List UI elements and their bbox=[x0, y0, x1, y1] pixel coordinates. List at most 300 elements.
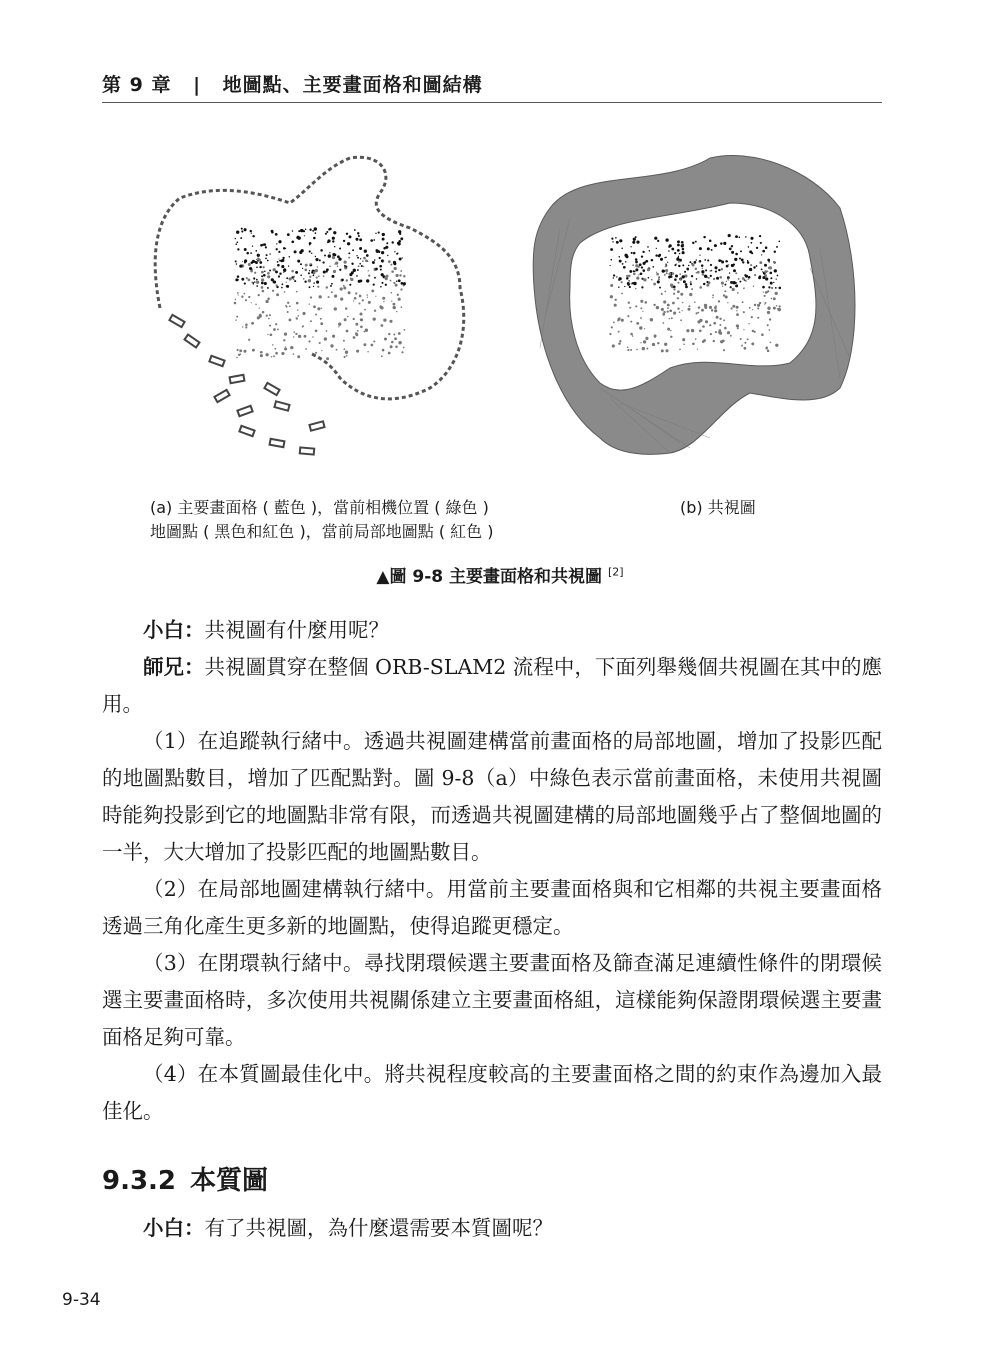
map-point bbox=[340, 297, 343, 300]
map-point bbox=[366, 279, 369, 282]
map-point bbox=[400, 270, 402, 272]
map-point bbox=[735, 272, 737, 274]
map-point bbox=[302, 326, 304, 328]
map-point bbox=[252, 349, 255, 352]
map-point bbox=[382, 233, 385, 236]
map-point bbox=[739, 281, 741, 283]
map-point bbox=[262, 290, 265, 293]
map-point bbox=[729, 248, 732, 251]
map-point bbox=[658, 255, 661, 258]
map-point bbox=[757, 317, 759, 319]
map-point bbox=[632, 335, 634, 337]
map-point bbox=[689, 261, 691, 263]
map-point bbox=[677, 290, 680, 293]
map-point bbox=[277, 261, 279, 263]
map-point bbox=[701, 264, 704, 267]
map-point bbox=[335, 261, 338, 264]
map-point bbox=[332, 237, 335, 240]
map-point bbox=[287, 302, 289, 304]
map-point bbox=[667, 310, 669, 312]
dialog-text: 共視圖有什麼用呢？ bbox=[204, 618, 389, 642]
map-point bbox=[294, 280, 296, 282]
map-point bbox=[639, 326, 642, 329]
map-point bbox=[358, 280, 361, 283]
map-point bbox=[673, 285, 676, 288]
map-point bbox=[246, 252, 249, 255]
map-point bbox=[640, 272, 643, 275]
map-point bbox=[381, 251, 384, 254]
map-point bbox=[645, 301, 648, 304]
map-point bbox=[372, 261, 375, 264]
map-point bbox=[675, 275, 678, 278]
map-point bbox=[292, 230, 294, 232]
map-point bbox=[353, 300, 354, 301]
map-point bbox=[769, 266, 772, 269]
map-point bbox=[640, 317, 642, 319]
map-point bbox=[773, 282, 774, 283]
map-point bbox=[708, 277, 710, 279]
map-point bbox=[695, 268, 697, 270]
map-point bbox=[721, 268, 723, 270]
map-point bbox=[612, 241, 613, 242]
map-point bbox=[402, 257, 403, 258]
map-point bbox=[766, 291, 768, 293]
map-point bbox=[235, 243, 237, 245]
map-point bbox=[728, 234, 731, 237]
map-point bbox=[672, 302, 675, 305]
map-point bbox=[727, 278, 728, 279]
map-point bbox=[667, 304, 670, 307]
map-point bbox=[281, 352, 284, 355]
map-point bbox=[699, 329, 702, 332]
map-point bbox=[313, 275, 315, 277]
map-point bbox=[696, 278, 698, 280]
map-point bbox=[761, 333, 764, 336]
map-point bbox=[365, 259, 368, 262]
map-point bbox=[759, 302, 761, 304]
map-point bbox=[771, 287, 773, 289]
map-point bbox=[656, 272, 657, 273]
map-point bbox=[239, 349, 242, 352]
map-point bbox=[757, 307, 759, 309]
map-point bbox=[256, 285, 258, 287]
map-point bbox=[692, 343, 695, 346]
map-point bbox=[352, 249, 354, 251]
map-point bbox=[287, 311, 289, 313]
map-point bbox=[689, 293, 692, 296]
map-point bbox=[355, 323, 358, 326]
map-point bbox=[281, 287, 283, 289]
body-text-2 bbox=[102, 1210, 882, 1247]
map-point bbox=[657, 342, 659, 344]
map-point bbox=[403, 282, 406, 285]
map-point bbox=[293, 353, 295, 355]
dialog-line-2 bbox=[102, 649, 882, 723]
map-point bbox=[626, 277, 629, 280]
map-point bbox=[745, 280, 747, 282]
dialog-text: 共視圖貫穿在整個 ORB-SLAM2 流程中，下面列舉幾個共視圖在其中的應用。 bbox=[102, 655, 883, 716]
map-point bbox=[269, 314, 271, 316]
map-point bbox=[296, 317, 298, 319]
map-point bbox=[714, 244, 717, 247]
map-point bbox=[645, 337, 648, 340]
map-point bbox=[272, 344, 274, 346]
map-point bbox=[730, 335, 732, 337]
map-point bbox=[332, 253, 335, 256]
map-point bbox=[250, 270, 253, 273]
map-point bbox=[299, 251, 302, 254]
map-point bbox=[628, 302, 630, 304]
map-point bbox=[397, 242, 400, 245]
map-point bbox=[244, 248, 247, 251]
map-point bbox=[368, 270, 369, 271]
map-point bbox=[713, 340, 715, 342]
map-point bbox=[380, 269, 382, 271]
map-point bbox=[326, 286, 328, 288]
map-point bbox=[270, 333, 273, 336]
map-point bbox=[624, 286, 625, 287]
map-point bbox=[654, 334, 657, 337]
map-point bbox=[732, 282, 734, 284]
map-point bbox=[741, 345, 743, 347]
map-point bbox=[716, 316, 719, 319]
map-point bbox=[275, 323, 277, 325]
map-point bbox=[322, 261, 324, 263]
dialog-line-3 bbox=[102, 1210, 882, 1247]
map-point bbox=[722, 340, 725, 343]
map-point bbox=[711, 309, 713, 311]
map-point bbox=[671, 248, 674, 251]
map-point bbox=[629, 307, 631, 309]
map-point bbox=[403, 347, 405, 349]
map-point bbox=[774, 269, 777, 272]
map-point bbox=[682, 310, 683, 311]
map-point bbox=[367, 297, 368, 298]
map-point bbox=[345, 266, 347, 268]
map-point bbox=[350, 278, 351, 279]
map-point bbox=[677, 249, 680, 252]
map-point bbox=[323, 270, 326, 273]
map-point bbox=[719, 318, 721, 320]
map-point bbox=[374, 277, 376, 279]
map-point bbox=[354, 229, 356, 231]
map-point bbox=[617, 242, 618, 243]
map-point bbox=[401, 306, 403, 308]
figure-title bbox=[0, 562, 1000, 587]
map-point bbox=[320, 318, 322, 320]
map-point bbox=[363, 331, 365, 333]
map-point bbox=[388, 333, 390, 335]
map-point bbox=[630, 333, 633, 336]
map-point bbox=[330, 344, 333, 347]
map-point bbox=[379, 306, 382, 309]
map-point bbox=[635, 258, 638, 261]
map-point bbox=[630, 321, 632, 323]
map-point bbox=[669, 244, 672, 247]
map-point bbox=[370, 239, 373, 242]
map-point bbox=[315, 329, 318, 332]
map-point bbox=[297, 315, 299, 317]
map-point bbox=[315, 352, 317, 354]
map-point bbox=[743, 311, 745, 313]
map-point bbox=[735, 284, 738, 287]
map-point bbox=[390, 345, 393, 348]
map-point bbox=[256, 279, 258, 281]
map-point bbox=[376, 250, 379, 253]
map-point bbox=[300, 263, 302, 265]
map-point bbox=[254, 281, 255, 282]
map-point bbox=[384, 337, 387, 340]
map-point bbox=[721, 282, 724, 285]
map-point bbox=[291, 276, 293, 278]
map-point bbox=[697, 320, 700, 323]
map-point bbox=[379, 265, 382, 268]
map-point bbox=[267, 275, 270, 278]
map-point bbox=[679, 311, 681, 313]
map-point bbox=[261, 282, 264, 285]
map-point bbox=[324, 337, 327, 340]
map-point bbox=[391, 241, 393, 243]
map-point bbox=[676, 258, 679, 261]
map-point bbox=[742, 277, 745, 280]
map-point bbox=[363, 266, 364, 267]
map-point bbox=[375, 268, 378, 271]
map-point bbox=[281, 259, 284, 262]
map-point bbox=[276, 293, 279, 296]
map-point bbox=[773, 261, 775, 263]
map-point bbox=[388, 260, 391, 263]
map-point bbox=[321, 350, 322, 351]
map-point bbox=[731, 251, 734, 254]
map-point bbox=[344, 318, 347, 321]
map-point bbox=[291, 240, 294, 243]
map-point bbox=[747, 260, 748, 261]
map-point bbox=[331, 291, 333, 293]
map-point bbox=[673, 312, 676, 315]
map-point bbox=[754, 331, 756, 333]
map-point bbox=[674, 252, 676, 254]
map-point bbox=[392, 303, 395, 306]
map-point bbox=[273, 355, 275, 357]
map-point bbox=[627, 315, 629, 317]
map-point bbox=[241, 228, 243, 230]
map-point bbox=[640, 342, 641, 343]
map-point bbox=[695, 338, 697, 340]
map-point bbox=[237, 292, 239, 294]
map-point bbox=[289, 305, 291, 307]
map-point bbox=[295, 333, 297, 335]
map-point bbox=[394, 267, 397, 270]
map-point bbox=[399, 274, 401, 276]
map-point bbox=[390, 264, 392, 266]
map-point bbox=[309, 286, 311, 288]
map-point bbox=[723, 294, 725, 296]
map-point bbox=[273, 281, 276, 284]
map-point bbox=[396, 311, 397, 312]
map-point bbox=[641, 286, 643, 288]
map-point bbox=[277, 264, 280, 267]
map-point bbox=[373, 284, 375, 286]
map-point bbox=[271, 356, 272, 357]
map-point bbox=[356, 350, 359, 353]
map-point bbox=[348, 291, 351, 294]
map-point bbox=[610, 248, 613, 251]
map-point bbox=[628, 275, 631, 278]
map-point bbox=[629, 286, 631, 288]
map-point bbox=[334, 246, 335, 247]
map-point bbox=[315, 232, 317, 234]
map-point bbox=[248, 296, 250, 298]
map-point bbox=[638, 274, 639, 275]
map-point bbox=[347, 242, 350, 245]
map-point bbox=[630, 349, 632, 351]
map-point bbox=[312, 336, 313, 337]
map-point bbox=[300, 274, 302, 276]
map-point bbox=[635, 268, 638, 271]
map-point bbox=[774, 250, 776, 252]
map-point bbox=[683, 343, 685, 345]
map-point bbox=[692, 264, 695, 267]
map-point bbox=[391, 341, 394, 344]
map-point bbox=[373, 239, 375, 241]
map-point bbox=[665, 349, 668, 352]
map-point bbox=[682, 251, 685, 254]
map-point bbox=[632, 241, 635, 244]
map-point bbox=[611, 238, 613, 240]
map-point bbox=[374, 310, 376, 312]
map-point bbox=[364, 309, 366, 311]
map-point bbox=[738, 236, 740, 238]
map-point bbox=[237, 275, 240, 278]
map-point bbox=[371, 344, 374, 347]
map-point bbox=[765, 277, 768, 280]
map-point bbox=[663, 311, 665, 313]
map-point bbox=[653, 304, 655, 306]
map-point bbox=[672, 272, 675, 275]
map-point bbox=[311, 272, 313, 274]
map-point bbox=[394, 337, 397, 340]
map-point bbox=[309, 229, 311, 231]
map-point bbox=[309, 250, 311, 252]
map-point bbox=[748, 278, 750, 280]
map-point bbox=[391, 292, 393, 294]
map-point bbox=[368, 274, 370, 276]
map-point bbox=[744, 347, 747, 350]
map-point bbox=[236, 263, 238, 265]
map-point bbox=[332, 335, 335, 338]
map-point bbox=[237, 248, 239, 250]
map-point bbox=[619, 340, 621, 342]
map-point bbox=[399, 258, 402, 261]
page-number: 9-34 bbox=[62, 1290, 101, 1310]
map-point bbox=[319, 342, 321, 344]
map-point bbox=[264, 270, 266, 272]
map-point bbox=[319, 295, 322, 298]
map-point bbox=[263, 274, 266, 277]
map-point bbox=[670, 284, 673, 287]
map-point bbox=[266, 254, 268, 256]
map-point bbox=[310, 296, 312, 298]
map-point bbox=[296, 291, 298, 293]
map-point bbox=[253, 283, 255, 285]
map-point bbox=[326, 268, 329, 271]
map-point bbox=[380, 286, 382, 288]
map-point bbox=[707, 247, 710, 250]
map-point bbox=[720, 242, 722, 244]
map-point bbox=[398, 341, 401, 344]
map-point bbox=[724, 284, 726, 286]
map-points-b bbox=[609, 234, 781, 352]
map-point bbox=[635, 236, 637, 238]
map-point bbox=[715, 271, 717, 273]
map-point bbox=[767, 324, 769, 326]
map-point bbox=[631, 252, 633, 254]
map-point bbox=[776, 305, 778, 307]
map-point bbox=[338, 323, 341, 326]
map-point bbox=[272, 290, 274, 292]
map-point bbox=[366, 294, 368, 296]
map-point bbox=[291, 270, 294, 273]
map-point bbox=[285, 346, 286, 347]
map-point bbox=[236, 231, 239, 234]
map-point bbox=[682, 248, 685, 251]
figure-a-caption-line2: 地圖點 ( 黑色和紅色 )，當前局部地圖點 ( 紅色 ) bbox=[150, 522, 494, 541]
map-point bbox=[710, 264, 712, 266]
map-point bbox=[680, 293, 683, 296]
map-point bbox=[294, 250, 297, 253]
map-point bbox=[636, 277, 639, 280]
map-point bbox=[381, 355, 383, 357]
map-point bbox=[267, 287, 269, 289]
map-point bbox=[761, 254, 762, 255]
map-point bbox=[248, 339, 250, 341]
map-point bbox=[313, 305, 316, 308]
map-point bbox=[770, 282, 773, 285]
map-point bbox=[396, 281, 397, 282]
map-point bbox=[678, 261, 679, 262]
map-point bbox=[332, 256, 335, 259]
map-point bbox=[770, 342, 772, 344]
map-point bbox=[341, 279, 344, 282]
map-point bbox=[621, 281, 623, 283]
map-point bbox=[697, 348, 698, 349]
map-point bbox=[735, 235, 738, 238]
map-point bbox=[289, 256, 291, 258]
map-point bbox=[634, 271, 635, 272]
map-point bbox=[648, 277, 650, 279]
map-point bbox=[256, 281, 259, 284]
figure-a-keyframes-map bbox=[140, 148, 490, 478]
map-point bbox=[671, 317, 673, 319]
map-point bbox=[694, 301, 696, 303]
dialog-line-1 bbox=[102, 612, 882, 649]
map-point bbox=[656, 306, 659, 309]
map-point bbox=[271, 230, 274, 233]
map-point bbox=[333, 231, 336, 234]
map-point bbox=[332, 275, 335, 278]
map-point bbox=[362, 299, 364, 301]
map-point bbox=[715, 331, 717, 333]
map-point bbox=[346, 279, 348, 281]
map-point bbox=[656, 248, 657, 249]
map-point bbox=[358, 265, 360, 267]
map-point bbox=[678, 265, 680, 267]
map-point bbox=[613, 277, 614, 278]
running-header bbox=[102, 70, 882, 103]
map-point bbox=[382, 349, 385, 352]
map-point bbox=[727, 331, 730, 334]
map-point bbox=[612, 344, 615, 347]
